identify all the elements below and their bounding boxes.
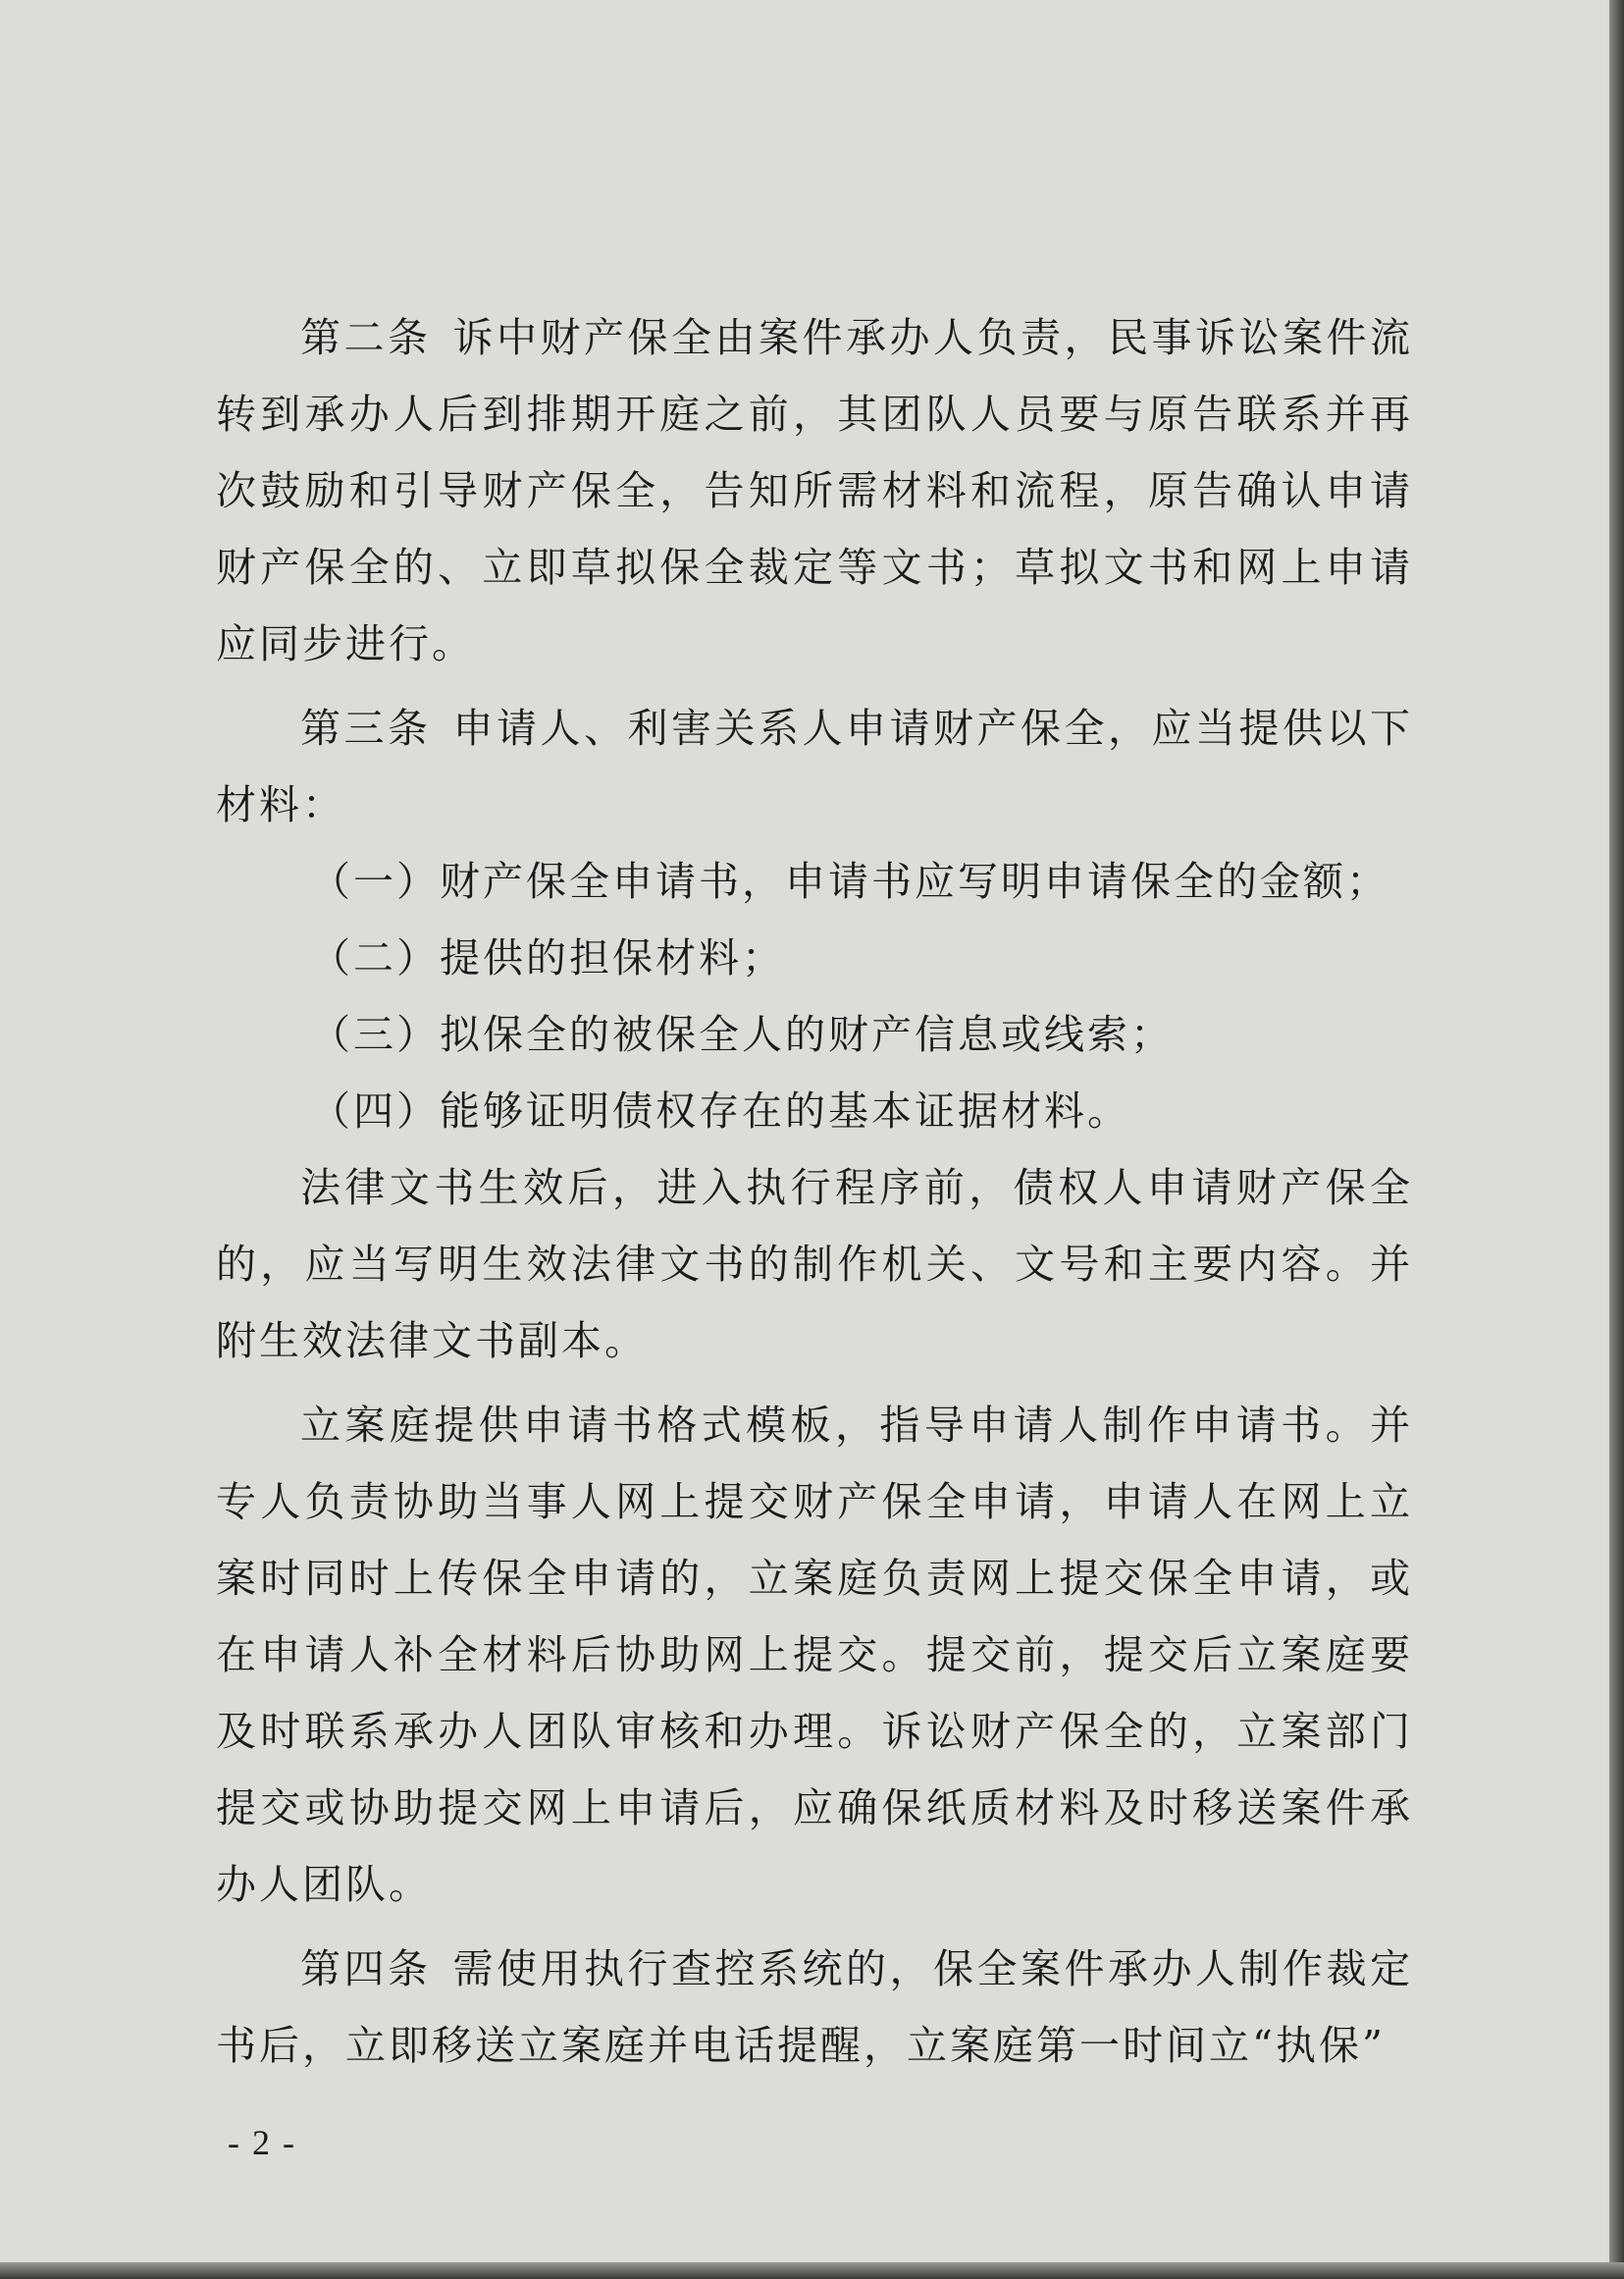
list-item-3: （三）拟保全的被保全人的财产信息或线索； — [310, 1011, 1174, 1058]
list-item-4: （四）能够证明债权存在的基本证据材料。 — [310, 1087, 1130, 1135]
page-number: - 2 - — [228, 2123, 296, 2162]
article-4-text: 需使用执行查控系统的，保全案件承办人制作裁定书后，立即移送立案庭并电话提醒，立案庭第一时间立“执保” — [216, 1945, 1413, 2069]
document-body — [216, 299, 1413, 2084]
article-4-paragraph — [216, 1931, 1413, 2084]
list-item-2: （二）提供的担保材料； — [310, 934, 785, 981]
scan-edge-bottom — [0, 2262, 1624, 2279]
article-2-heading: 第二条 — [300, 314, 432, 361]
list-item-1: （一）财产保全申请书，申请书应写明申请保全的金额； — [310, 858, 1389, 905]
filing-division-paragraph: 立案庭提供申请书格式模板，指导申请人制作申请书。并专人负责协助当事人网上提交财产保全申请，申请人在网上立案时同时上传保全申请的，立案庭负责网上提交保全申请，或在申请人补全材料后协助网上提交。提交前，提交后立案庭要及时联系承办人团队审核和办理。诉讼财产保全的，立案部门提交或协助提交网上申请后，应确保纸质材料及时移送案件承办人团队。 — [216, 1402, 1413, 1908]
effective-document-paragraph: 法律文书生效后，进入执行程序前，债权人申请财产保全的，应当写明生效法律文书的制作机关、文号和主要内容。并附生效法律文书副本。 — [216, 1164, 1413, 1364]
scan-edge-right — [1609, 0, 1624, 2279]
article-3-paragraph — [216, 690, 1413, 843]
article-3-heading: 第三条 — [300, 705, 432, 752]
article-4-heading: 第四条 — [300, 1945, 432, 1992]
article-2-paragraph — [216, 299, 1413, 682]
article-2-text: 诉中财产保全由案件承办人负责，民事诉讼案件流转到承办人后到排期开庭之前，其团队人员要与原告联系并再次鼓励和引导财产保全，告知所需材料和流程，原告确认申请财产保全的、立即草拟保全裁定等文书；草拟文书和网上申请应同步进行。 — [216, 314, 1413, 667]
article-3-text: 申请人、利害关系人申请财产保全，应当提供以下材料： — [216, 705, 1413, 828]
